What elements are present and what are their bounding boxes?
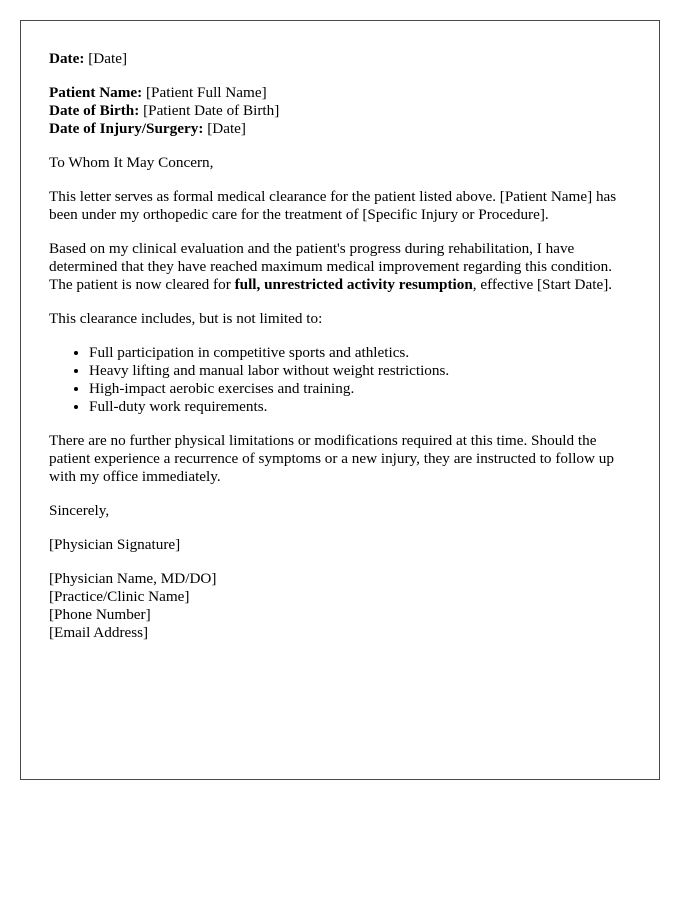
- injury-date-line: [49, 120, 631, 138]
- date-line: [49, 50, 631, 68]
- dob-value: [Patient Date of Birth]: [143, 102, 280, 119]
- injury-date-value: [Date]: [207, 120, 246, 137]
- injury-date-label: Date of Injury/Surgery:: [49, 120, 204, 137]
- signature-placeholder: [Physician Signature]: [49, 536, 181, 553]
- list-intro: This clearance includes, but is not limited to:: [49, 310, 323, 327]
- paragraph-limitations: There are no further physical limitations or modifications required at this time. Should the patient experience a recurrence of symptoms or a new injury, they are instructed to follow up with my office immediately.: [49, 432, 614, 485]
- list-item: • Heavy lifting and manual labor without weight restrictions.: [89, 362, 631, 380]
- dob-line: [49, 102, 631, 120]
- paragraph-clearance-intro: This letter serves as formal medical clearance for the patient listed above. [Patient Name] has been under my orthopedic care for the treatment of [Specific Injury or Procedure].: [49, 188, 617, 223]
- paragraph-evaluation-text: Based on my clinical evaluation and the patient's progress during rehabilitation, I have determined that they have reached maximum medical improvement regarding this condition. The patient is now cleared for: [49, 240, 613, 293]
- signoff-block: [49, 570, 631, 642]
- patient-name-line: [49, 84, 631, 102]
- date-label: Date:: [49, 50, 85, 67]
- list-item: • Full-duty work requirements.: [89, 398, 631, 416]
- closing: Sincerely,: [49, 502, 110, 519]
- physician-name: [Physician Name, MD/DO]: [49, 570, 217, 587]
- practice-name: [Practice/Clinic Name]: [49, 588, 190, 605]
- phone-number: [Phone Number]: [49, 606, 151, 623]
- date-value: [Date]: [88, 50, 128, 67]
- clearance-list: [49, 344, 631, 416]
- list-item: • High-impact aerobic exercises and training.: [89, 380, 631, 398]
- patient-info: [49, 84, 631, 138]
- paragraph-evaluation-end: , effective [Start Date].: [472, 276, 613, 293]
- salutation: To Whom It May Concern,: [49, 154, 214, 171]
- patient-name-label: Patient Name:: [49, 84, 143, 101]
- paragraph-evaluation: [49, 240, 631, 294]
- paragraph-evaluation-bold: full, unrestricted activity resumption: [234, 276, 473, 293]
- list-item: • Full participation in competitive sports and athletics.: [89, 344, 631, 362]
- dob-label: Date of Birth:: [49, 102, 140, 119]
- date-section: [49, 50, 631, 68]
- email-address: [Email Address]: [49, 624, 149, 641]
- letter-page: [20, 20, 660, 780]
- patient-name-value: [Patient Full Name]: [146, 84, 267, 101]
